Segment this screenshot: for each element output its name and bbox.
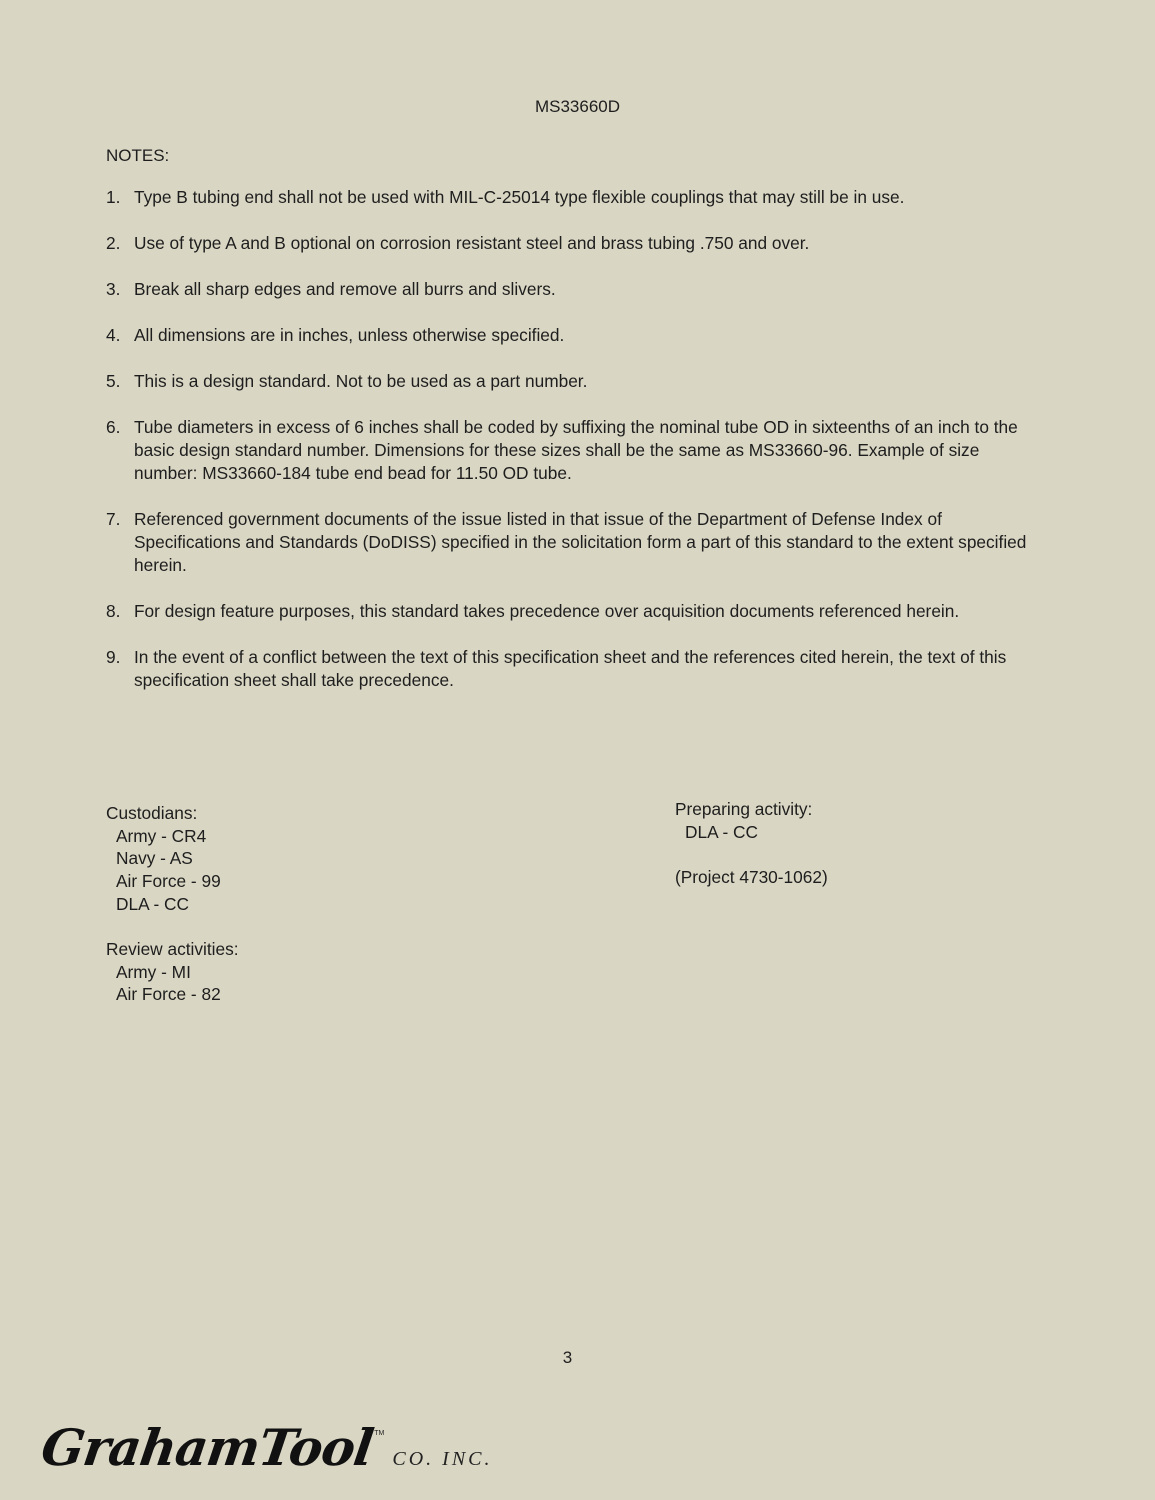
- note-number: 3.: [106, 279, 121, 299]
- note-number: 9.: [106, 647, 121, 667]
- note-text: This is a design standard. Not to be used as a part number.: [134, 371, 588, 391]
- note-item: [106, 186, 1036, 209]
- note-number: 4.: [106, 325, 121, 345]
- note-text: Type B tubing end shall not be used with MIL-C-25014 type flexible couplings that may still be in use.: [134, 187, 905, 207]
- custodians-heading: Custodians:: [106, 803, 198, 823]
- note-number: 5.: [106, 371, 121, 391]
- note-number: 6.: [106, 417, 121, 437]
- page-number: 3: [562, 1348, 573, 1367]
- review-activity-item: Army - MI: [116, 961, 191, 982]
- project-number: (Project 4730-1062): [675, 867, 828, 887]
- note-text: Use of type A and B optional on corrosion resistant steel and brass tubing .750 and over.: [134, 233, 810, 253]
- note-text: In the event of a conflict between the text of this specification sheet and the references cited herein, the text of this specification sheet shall take precedence.: [134, 647, 1007, 690]
- note-item: [106, 416, 1036, 485]
- review-activities-block: [106, 938, 239, 1006]
- note-item: [106, 278, 1036, 301]
- note-number: 1.: [106, 187, 121, 207]
- preparing-activity-block: [675, 798, 812, 843]
- custodian-item: Navy - AS: [116, 848, 193, 869]
- note-item: [106, 324, 1036, 347]
- note-text: Break all sharp edges and remove all burrs and slivers.: [134, 279, 556, 299]
- note-number: 8.: [106, 601, 121, 621]
- company-logo: [37, 1418, 493, 1477]
- note-item: [106, 646, 1036, 692]
- review-activity-item: Air Force - 82: [116, 984, 221, 1005]
- custodians-block: [106, 802, 221, 916]
- note-text: All dimensions are in inches, unless otherwise specified.: [134, 325, 565, 345]
- custodian-item: Air Force - 99: [116, 871, 221, 892]
- logo-suffix: CO. INC.: [392, 1448, 493, 1470]
- note-text: Tube diameters in excess of 6 inches shall be coded by suffixing the nominal tube OD in sixteenths of an inch to the basic design standard number. Dimensions for these sizes shall be the same as MS33660-96. Example of size number: MS33660-184 tube end bead for 11.50 OD tube.: [134, 417, 1018, 483]
- notes-list: [106, 186, 1036, 715]
- review-activities-heading: Review activities:: [106, 939, 239, 959]
- preparing-activity-heading: Preparing activity:: [675, 799, 813, 819]
- custodian-item: DLA - CC: [116, 893, 189, 914]
- note-number: 2.: [106, 233, 121, 253]
- note-item: [106, 508, 1036, 577]
- custodian-item: Army - CR4: [116, 825, 207, 846]
- note-number: 7.: [106, 509, 121, 529]
- note-text: For design feature purposes, this standard takes precedence over acquisition documents referenced herein.: [134, 601, 960, 621]
- notes-heading: NOTES:: [106, 146, 170, 165]
- document-id: MS33660D: [534, 97, 621, 116]
- note-item: [106, 600, 1036, 623]
- note-item: [106, 370, 1036, 393]
- trademark-mark: TM: [374, 1430, 385, 1437]
- logo-wordmark: GrahamTool: [37, 1418, 377, 1477]
- note-text: Referenced government documents of the issue listed in that issue of the Department of Defense Index of Specifications and Standards (DoDISS) specified in the solicitation form a part of this standard to the extent specified herein.: [134, 509, 1027, 575]
- preparing-activity-item: DLA - CC: [685, 821, 758, 842]
- note-item: [106, 232, 1036, 255]
